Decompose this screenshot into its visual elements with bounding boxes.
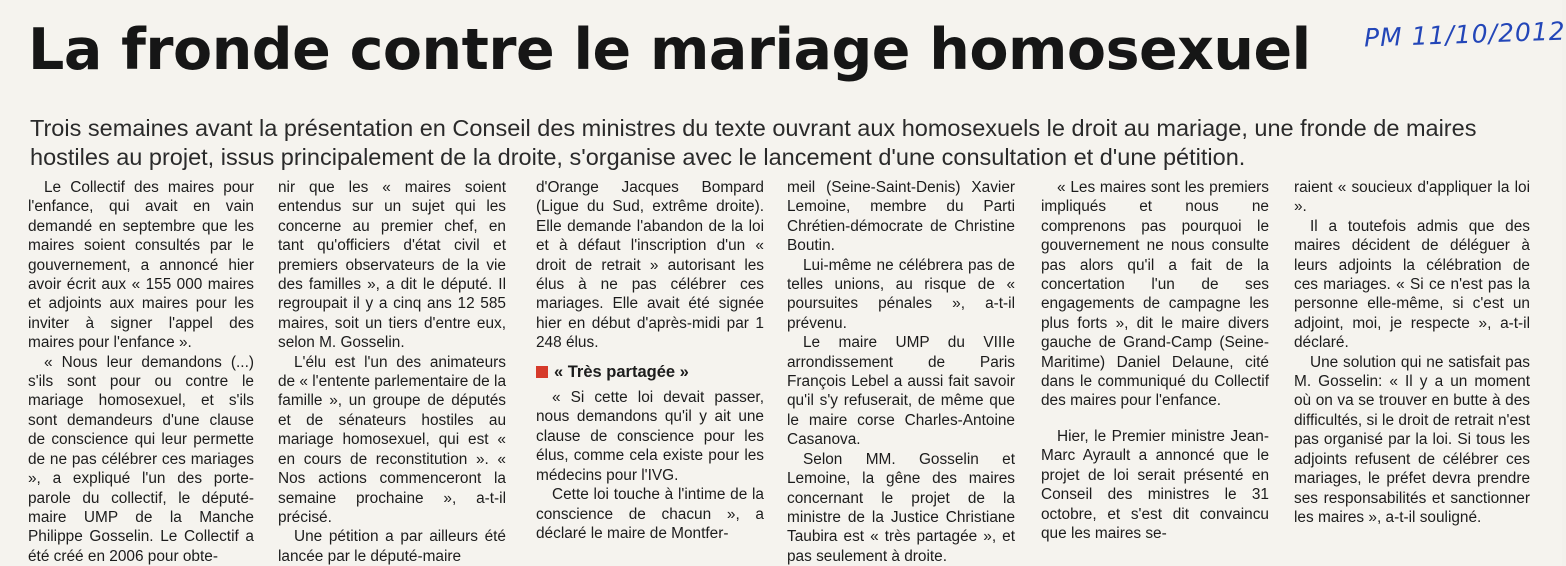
paragraph: Selon MM. Gosselin et Lemoine, la gêne des maires concernant le projet de la ministre de la Justice Christiane Taubira est « très partagée », et pas seulement à droite.: [787, 450, 1015, 565]
headline: La fronde contre le mariage homosexuel: [28, 17, 1311, 83]
paragraph: L'élu est l'un des animateurs de « l'entente parlementaire de la famille », un groupe de députés et de sénateurs hostiles au mariage homosexuel, qui est « en cours de reconstitution ». « Nos actions commenceront la semaine prochaine », a-t-il précisé.: [278, 353, 506, 526]
paragraph: meil (Seine-Saint-Denis) Xavier Lemoine, membre du Parti Chrétien-démocrate de Christine Boutin.: [787, 179, 1015, 255]
paragraph: « Nous leur demandons (...) s'ils sont pour ou contre le mariage homosexuel, et s'ils sont demandeurs d'une clause de conscience qui leur permette de ne pas célébrer ces mariages », a expliqué l'un des porte-parole du collectif, le député-maire UMP de la Manche Philippe Gosselin. Le Collectif a été créé en 2006 pour obte-: [28, 353, 254, 565]
article-column-5: [1041, 178, 1269, 556]
paragraph: « Si cette loi devait passer, nous demandons qu'il y ait une clause de conscience pour les élus, comme cela existe pour les médecins pour l'IVG.: [536, 389, 764, 484]
paragraph: Une solution qui ne satisfait pas M. Gosselin: « Il y a un moment où on va se trouver en butte à des difficultés, si le droit de retrait n'est pas organisé par la loi. Si tous les adjoints refusent de célébrer ces mariages, le préfet devra prendre ses responsabilités et sanctionner les maires », a-t-il souligné.: [1294, 353, 1530, 526]
paragraph: Hier, le Premier ministre Jean-Marc Ayrault a annoncé que le projet de loi serait présenté en Conseil des ministres le 31 octobre, et s'est dit convaincu que les maires se-: [1041, 427, 1269, 542]
article-column-6: [1294, 178, 1530, 556]
paragraph: Il a toutefois admis que des maires décident de déléguer à leurs adjoints la célébration de ces mariages. « Si ce n'est pas la personne elle-même, si c'est un adjoint, moi, je respecte », a-t-il déclaré.: [1294, 217, 1530, 352]
paragraph: « Les maires sont les premiers impliqués et nous ne comprenons pas pourquoi le gouvernement ne nous consulte pas alors qu'il a fait de la concertation l'un de ses engagements de campagne les plus forts », dit le maire divers gauche de Grand-Camp (Seine-Maritime) Daniel Delaune, cité dans le communiqué du Collectif des maires pour l'enfance.: [1041, 179, 1269, 410]
paragraph: raient « soucieux d'appliquer la loi ».: [1294, 179, 1530, 216]
article-column-3: [536, 178, 764, 556]
lead-paragraph: Trois semaines avant la présentation en Conseil des ministres du texte ouvrant aux homosexuels le droit au mariage, une fronde de maires hostiles au projet, issus principalement de la droite, s'organise avec le lancement d'une consultation et d'une pétition.: [30, 115, 1477, 170]
subhead-text: « Très partagée »: [554, 362, 689, 381]
paragraph: Le Collectif des maires pour l'enfance, qui avait en vain demandé en septembre que les maires soient consultés par le gouvernement, a annoncé hier avoir écrit aux « 155 000 maires et adjoints aux maires pour les inviter à signer l'appel des maires pour l'enfance ».: [28, 179, 254, 352]
article-column-4: [787, 178, 1015, 565]
section-subhead: [536, 363, 764, 382]
handwritten-date-stamp: PM 11/10/2012: [1363, 16, 1566, 53]
article-column-1: [28, 178, 254, 565]
paragraph: Cette loi touche à l'intime de la conscience de chacun », a déclaré le maire de Montfer-: [536, 486, 764, 542]
paragraph: d'Orange Jacques Bompard (Ligue du Sud, extrême droite). Elle demande l'abandon de la loi et à défaut l'inscription d'un « droit de retrait » autorisant les élus à ne pas célébrer ces mariages. Elle avait été signée hier en début d'après-midi par 1 248 élus.: [536, 179, 764, 352]
paragraph: nir que les « maires soient entendus sur un sujet qui les concerne au premier chef, en tant qu'officiers d'état civil et premiers observateurs de la vie des familles », a dit le député. Il regroupait il y a cinq ans 12 585 maires, soit un tiers d'entre eux, selon M. Gosselin.: [278, 179, 506, 352]
red-square-bullet-icon: [536, 366, 548, 378]
article-column-2: [278, 178, 506, 565]
paragraph: Le maire UMP du VIIIe arrondissement de Paris François Lebel a aussi fait savoir qu'il s'y refuserait, de même que le maire corse Charles-Antoine Casanova.: [787, 334, 1015, 449]
paragraph: Lui-même ne célébrera pas de telles unions, au risque de « poursuites pénales », a-t-il prévenu.: [787, 256, 1015, 332]
paragraph: Une pétition a par ailleurs été lancée par le député-maire: [278, 528, 506, 565]
